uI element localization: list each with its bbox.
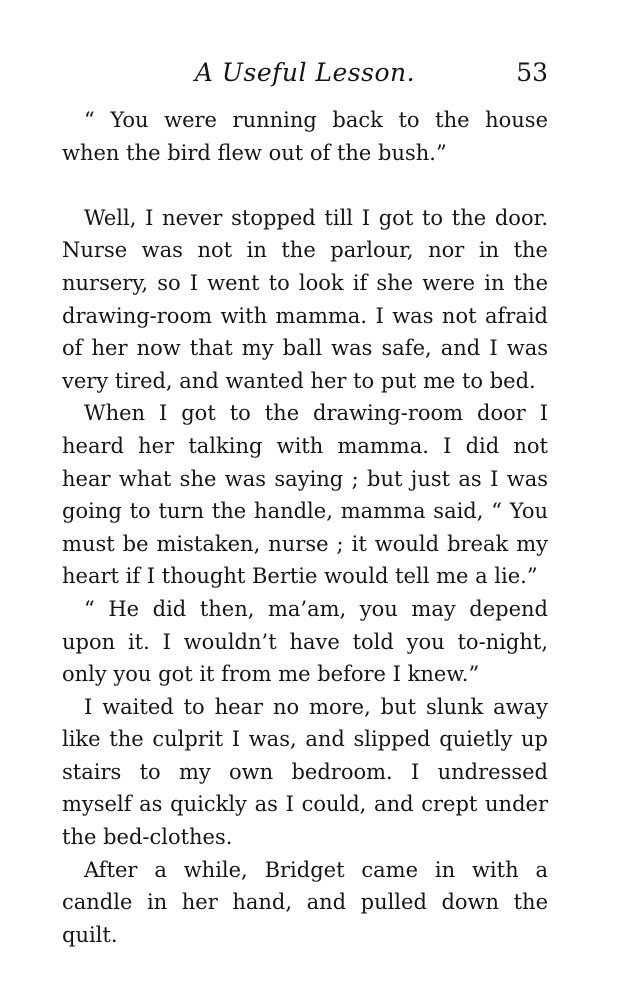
running-title: A Useful Lesson. — [194, 58, 416, 87]
paragraph-2: Well, I never stopped till I got to the door. Nurse was not in the parlour, nor in the nursery, so I went to look if she were in the drawing-room with mamma. I was not afraid of her now that my ball was safe, and I was very tired, and wanted her to put me to bed. — [62, 205, 548, 393]
body-text — [62, 104, 548, 951]
paragraph-6: After a while, Bridget came in with a candle in her hand, and pulled down the quilt. — [62, 857, 548, 947]
paragraph-3: When I got to the drawing-room door I heard her talking with mamma. I did not hear what she was saying ; but just as I was going to turn the handle, mamma said, “ You must be mistaken, nurse ; it would break my heart if I thought Bertie would tell me a lie.” — [62, 401, 548, 589]
paragraph-5: I waited to hear no more, but slunk away like the culprit I was, and slipped quietly up stairs to my own bedroom. I undressed myself as quickly as I could, and crept under the bed-clothes. — [62, 694, 548, 850]
paragraph-1: “ You were running back to the house when the bird flew out of the bush.” — [62, 108, 548, 165]
page-number: 53 — [516, 58, 548, 87]
running-head — [62, 58, 548, 94]
paragraph-4: “ He did then, ma’am, you may depend upon it. I wouldn’t have told you to-night, only you got it from me before I knew.” — [62, 596, 548, 687]
